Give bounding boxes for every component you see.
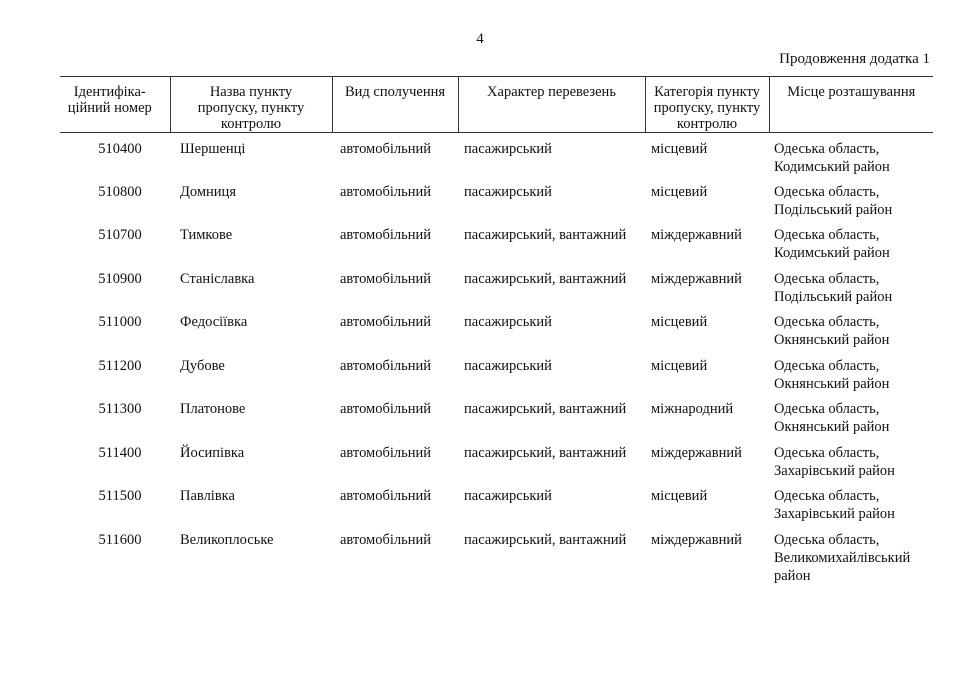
header-name: Назва пункту пропуску, пункту контролю <box>170 77 332 133</box>
cell-location: Одеська область, Окнянський район <box>774 401 890 435</box>
cell-name: Станіславка <box>180 270 255 287</box>
header-connection: Вид сполучення <box>332 77 458 133</box>
cell-connection: автомобільний <box>340 357 432 374</box>
cell-location: Одеська область, Подільський район <box>774 270 893 305</box>
cell-category: місцевий <box>651 314 708 330</box>
cell-category: місцевий <box>651 141 708 157</box>
cell-location: Одеська область, Кодимський район <box>774 141 890 175</box>
cell-category: міждержавний <box>651 444 742 461</box>
cell-id: 511400 <box>98 444 142 461</box>
cell-connection: автомобільний <box>340 183 432 200</box>
table-row <box>60 313 933 357</box>
table-row <box>60 444 933 488</box>
table-row <box>60 357 933 401</box>
cell-transport: пасажирський, вантажний <box>464 444 627 461</box>
cell-id: 511200 <box>98 357 142 374</box>
cell-id: 511500 <box>98 488 142 504</box>
cell-transport: пасажирський <box>464 141 552 157</box>
header-transport: Характер перевезень <box>458 77 645 133</box>
cell-transport: пасажирський <box>464 357 552 374</box>
cell-location: Одеська область, Подільський район <box>774 183 893 218</box>
table-row <box>60 487 933 531</box>
cell-location: Одеська область, Захарівський район <box>774 444 895 479</box>
cell-connection: автомобільний <box>340 488 432 504</box>
cell-name: Федосіївка <box>180 314 248 330</box>
table-row <box>60 531 933 585</box>
cell-name: Великоплоське <box>180 531 274 548</box>
page-number: 4 <box>476 31 484 47</box>
cell-location: Одеська область, Захарівський район <box>774 488 895 522</box>
cell-category: міждержавний <box>651 227 742 243</box>
cell-category: міждержавний <box>651 270 742 287</box>
cell-transport: пасажирський, вантажний <box>464 531 627 548</box>
cell-category: місцевий <box>651 488 708 504</box>
cell-id: 510400 <box>98 141 142 157</box>
cell-name: Йосипівка <box>180 444 245 461</box>
cell-connection: автомобільний <box>340 444 432 461</box>
cell-id: 510900 <box>98 270 142 287</box>
cell-name: Домниця <box>180 183 236 200</box>
cell-transport: пасажирський <box>464 314 552 330</box>
continuation-label: Продовження додатка 1 <box>779 51 930 67</box>
cell-id: 511600 <box>98 531 142 548</box>
cell-id: 511300 <box>98 401 142 417</box>
cell-transport: пасажирський, вантажний <box>464 227 627 243</box>
cell-transport: пасажирський <box>464 183 552 200</box>
cell-connection: автомобільний <box>340 270 432 287</box>
cell-id: 510700 <box>98 227 142 243</box>
cell-id: 510800 <box>98 183 142 200</box>
cell-connection: автомобільний <box>340 314 432 330</box>
cell-connection: автомобільний <box>340 141 432 157</box>
cell-location: Одеська область, Великомихайлівський район <box>774 531 911 584</box>
cell-name: Шершенці <box>180 141 246 157</box>
table-row <box>60 400 933 444</box>
cell-connection: автомобільний <box>340 401 432 417</box>
cell-category: місцевий <box>651 183 708 200</box>
cell-connection: автомобільний <box>340 531 432 548</box>
header-location: Місце розташування <box>769 77 933 133</box>
cell-id: 511000 <box>98 314 142 330</box>
cell-transport: пасажирський, вантажний <box>464 401 627 417</box>
checkpoint-table <box>60 76 933 585</box>
cell-connection: автомобільний <box>340 227 432 243</box>
header-category: Категорія пункту пропуску, пункту контролю <box>645 77 769 133</box>
cell-category: місцевий <box>651 357 708 374</box>
cell-location: Одеська область, Кодимський район <box>774 227 890 261</box>
table-header-row <box>60 77 933 133</box>
cell-location: Одеська область, Окнянський район <box>774 314 890 348</box>
header-id: Ідентифіка-ційний номер <box>60 77 170 133</box>
table-row <box>60 133 933 183</box>
cell-transport: пасажирський, вантажний <box>464 270 627 287</box>
cell-transport: пасажирський <box>464 488 552 504</box>
table-body <box>60 133 933 585</box>
cell-name: Дубове <box>180 357 225 374</box>
table-row <box>60 183 933 227</box>
cell-location: Одеська область, Окнянський район <box>774 357 890 392</box>
cell-category: міжнародний <box>651 401 734 417</box>
cell-name: Платонове <box>180 401 246 417</box>
cell-category: міждержавний <box>651 531 742 548</box>
table-row <box>60 270 933 314</box>
table-row <box>60 226 933 270</box>
cell-name: Павлівка <box>180 488 235 504</box>
cell-name: Тимкове <box>180 227 233 243</box>
